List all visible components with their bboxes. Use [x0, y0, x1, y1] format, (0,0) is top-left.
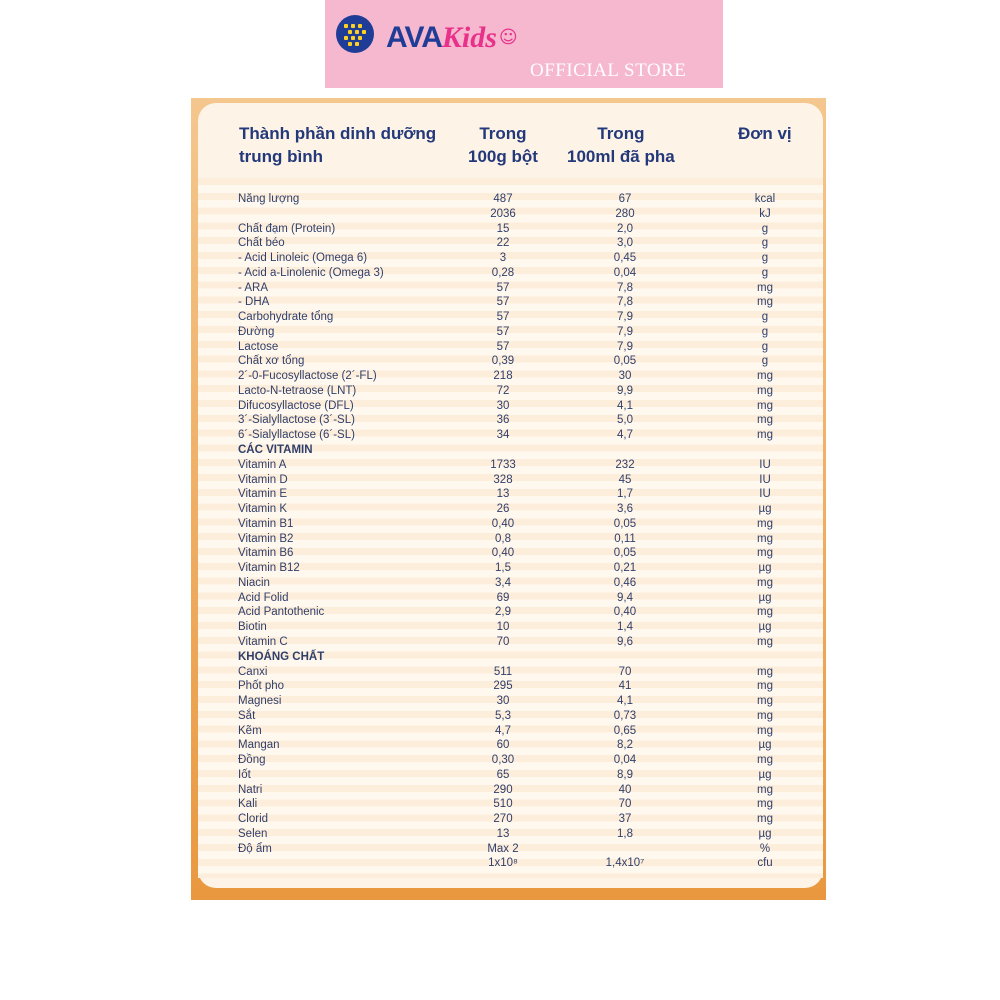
nutrient-name: Vitamin E: [238, 488, 288, 501]
nutrient-name: Kẽm: [238, 724, 262, 737]
unit: mg: [757, 695, 773, 708]
unit: mg: [757, 754, 773, 767]
nutrient-name: - DHA: [238, 296, 270, 309]
value-per-100ml: 8,9: [617, 768, 633, 781]
value-per-100ml: 0,21: [613, 562, 637, 575]
value-per-100g: 22: [496, 237, 510, 250]
unit: mg: [757, 399, 773, 412]
value-per-100g: 70: [496, 635, 510, 648]
nutrient-name: Đồng: [238, 754, 266, 767]
value-per-100ml: 0,05: [613, 355, 637, 368]
nutrient-name: 3´-Sialyllactose (3´-SL): [238, 414, 355, 427]
nutrient-name: CÁC VITAMIN: [238, 444, 313, 457]
value-per-100g: 4,7: [495, 724, 511, 737]
nutrient-name: Vitamin A: [238, 458, 287, 471]
table-row: [238, 413, 798, 428]
value-per-100g: 60: [496, 739, 510, 752]
nutrient-name: Biotin: [238, 621, 267, 634]
value-per-100ml: 7,9: [617, 325, 633, 338]
value-per-100g: 0,8: [495, 532, 511, 545]
unit: kJ: [759, 207, 771, 220]
table-row: [238, 665, 798, 680]
value-per-100ml: 1,4x10⁷: [605, 857, 645, 870]
unit: mg: [757, 370, 773, 383]
nutrient-name: Sắt: [238, 709, 256, 722]
section-header-row: [238, 443, 798, 458]
table-row: [238, 532, 798, 547]
nutrient-name: KHOÁNG CHẤT: [238, 650, 325, 663]
unit: mg: [757, 783, 773, 796]
table-row: [238, 753, 798, 768]
value-per-100g: 487: [493, 193, 513, 205]
unit: mg: [757, 429, 773, 442]
value-per-100ml: 1,7: [617, 488, 633, 501]
nutrient-name: Chất xơ tổng: [238, 355, 305, 368]
table-row: [238, 281, 798, 296]
value-per-100g: 72: [496, 384, 510, 397]
unit: mg: [757, 414, 773, 427]
unit: mg: [757, 384, 773, 397]
value-per-100g: 69: [496, 591, 510, 604]
unit: g: [761, 340, 769, 353]
value-per-100ml: 4,1: [617, 399, 633, 412]
unit: g: [761, 237, 769, 250]
table-row: [238, 458, 798, 473]
nutrient-name: 6´-Sialyllactose (6´-SL): [238, 429, 355, 442]
nutrient-name: - ARA: [238, 281, 269, 294]
unit: g: [761, 222, 769, 235]
unit: mg: [757, 532, 773, 545]
table-row: [238, 842, 798, 857]
table-row: [238, 369, 798, 384]
value-per-100g: 30: [496, 399, 510, 412]
value-per-100g: 34: [496, 429, 510, 442]
table-row: [238, 576, 798, 591]
header-unit: Đơn vị: [738, 124, 792, 143]
unit: g: [761, 355, 769, 368]
unit: g: [761, 311, 769, 324]
table-row: [238, 635, 798, 650]
value-per-100ml: 40: [618, 783, 632, 796]
value-per-100g: 10: [496, 621, 510, 634]
nutrient-name: - Acid Linoleic (Omega 6): [238, 252, 368, 265]
unit: %: [759, 842, 771, 855]
unit: µg: [758, 562, 772, 575]
value-per-100g: 57: [496, 311, 510, 324]
table-row: [238, 738, 798, 753]
header-nutrient: Thành phần dinh dưỡng trung bình: [239, 124, 437, 166]
nutrient-name: Vitamin D: [238, 473, 288, 486]
value-per-100ml: 0,05: [613, 547, 637, 560]
unit: µg: [758, 621, 772, 634]
nutrient-name: Vitamin B12: [238, 562, 300, 575]
value-per-100ml: 9,9: [617, 384, 633, 397]
nutrient-name: Canxi: [238, 665, 268, 678]
value-per-100ml: 9,4: [617, 591, 633, 604]
nutrient-name: Natri: [238, 783, 263, 796]
value-per-100ml: 1,8: [617, 827, 633, 840]
unit: mg: [757, 798, 773, 811]
value-per-100ml: 0,45: [613, 252, 637, 265]
value-per-100g: 0,39: [491, 355, 515, 368]
value-per-100g: 30: [496, 695, 510, 708]
value-per-100ml: 0,40: [613, 606, 637, 619]
unit: IU: [759, 473, 771, 486]
table-row: [238, 266, 798, 281]
nutrient-name: Vitamin B1: [238, 517, 294, 530]
table-row: [238, 384, 798, 399]
nutrient-name: Vitamin K: [238, 503, 288, 516]
brand-ava: AVA: [386, 21, 442, 54]
unit: mg: [757, 606, 773, 619]
table-row: [238, 207, 798, 222]
value-per-100g: 0,30: [491, 754, 515, 767]
table-row: [238, 724, 798, 739]
value-per-100ml: 45: [618, 473, 632, 486]
unit: cfu: [757, 857, 773, 870]
value-per-100ml: 4,7: [617, 429, 633, 442]
value-per-100ml: 3,6: [617, 503, 633, 516]
table-row: [238, 354, 798, 369]
value-per-100ml: 0,46: [613, 576, 637, 589]
value-per-100g: 0,40: [491, 517, 515, 530]
value-per-100ml: 8,2: [617, 739, 633, 752]
value-per-100g: 0,40: [491, 547, 515, 560]
value-per-100g: 328: [493, 473, 513, 486]
nutrient-name: Acid Pantothenic: [238, 606, 325, 619]
table-row: [238, 325, 798, 340]
table-row: [238, 620, 798, 635]
section-header-row: [238, 650, 798, 665]
header-per-100g: Trong 100g bột: [468, 124, 538, 166]
value-per-100g: 65: [496, 768, 510, 781]
table-row: [238, 310, 798, 325]
table-row: [238, 812, 798, 827]
nutrient-name: Carbohydrate tổng: [238, 311, 334, 324]
nutrient-name: Độ ẩm: [238, 842, 272, 855]
value-per-100ml: 37: [618, 813, 632, 826]
value-per-100g: 57: [496, 325, 510, 338]
value-per-100ml: 0,05: [613, 517, 637, 530]
value-per-100g: 36: [496, 414, 510, 427]
header-per-100ml: Trong 100ml đã pha: [567, 124, 675, 166]
nutrient-name: Đường: [238, 325, 275, 338]
value-per-100g: 1733: [490, 458, 516, 471]
value-per-100ml: 0,11: [614, 532, 636, 545]
value-per-100ml: 232: [615, 458, 635, 471]
table-row: [238, 236, 798, 251]
unit: g: [761, 252, 769, 265]
unit: µg: [758, 503, 772, 516]
unit: mg: [757, 813, 773, 826]
value-per-100g: 3: [499, 252, 507, 265]
nutrient-name: Niacin: [238, 576, 270, 589]
table-row: [238, 222, 798, 237]
table-row: [238, 517, 798, 532]
nutrient-name: Difucosyllactose (DFL): [238, 399, 354, 412]
value-per-100ml: 9,6: [617, 635, 633, 648]
unit: g: [761, 266, 769, 279]
value-per-100g: 0,28: [491, 266, 515, 279]
value-per-100ml: 7,9: [617, 340, 633, 353]
unit: g: [761, 325, 769, 338]
nutrient-name: Selen: [238, 827, 268, 840]
table-row: [238, 295, 798, 310]
table-row: [238, 605, 798, 620]
unit: mg: [757, 296, 773, 309]
nutrient-name: Vitamin B2: [238, 532, 294, 545]
value-per-100g: 290: [493, 783, 513, 796]
value-per-100g: 3,4: [495, 576, 511, 589]
value-per-100ml: 0,04: [613, 266, 637, 279]
unit: µg: [758, 827, 772, 840]
value-per-100g: 5,3: [495, 709, 511, 722]
value-per-100ml: 7,8: [617, 281, 633, 294]
table-row: [238, 192, 798, 207]
nutrient-name: Acid Folid: [238, 591, 289, 604]
value-per-100ml: 280: [615, 207, 635, 220]
table-row: [238, 428, 798, 443]
value-per-100g: 270: [493, 813, 513, 826]
table-row: [238, 251, 798, 266]
nutrient-name: Clorid: [238, 813, 269, 826]
value-per-100ml: 0,65: [613, 724, 637, 737]
value-per-100ml: 0,04: [613, 754, 637, 767]
nutrient-name: Chất béo: [238, 237, 285, 250]
unit: kcal: [754, 193, 776, 205]
unit: IU: [759, 458, 771, 471]
value-per-100ml: 67: [618, 193, 632, 205]
table-row: [238, 827, 798, 842]
value-per-100g: 2036: [490, 207, 516, 220]
table-row: [238, 709, 798, 724]
nutrient-name: Chất đạm (Protein): [238, 222, 336, 235]
table-row: [238, 399, 798, 414]
value-per-100g: 13: [496, 488, 510, 501]
unit: µg: [758, 768, 772, 781]
value-per-100ml: 0,73: [613, 709, 637, 722]
value-per-100ml: 70: [618, 798, 632, 811]
unit: IU: [759, 488, 771, 501]
brand-name: [386, 18, 518, 58]
table-row: [238, 561, 798, 576]
table-row: [238, 768, 798, 783]
nutrient-name: - Acid a-Linolenic (Omega 3): [238, 266, 384, 279]
value-per-100ml: 7,8: [617, 296, 633, 309]
table-row: [238, 694, 798, 709]
value-per-100ml: 1,4: [617, 621, 633, 634]
value-per-100g: 57: [496, 281, 510, 294]
nutrient-name: Vitamin C: [238, 635, 288, 648]
unit: mg: [757, 665, 773, 678]
unit: µg: [758, 739, 772, 752]
nutrient-name: Phốt pho: [238, 680, 285, 693]
value-per-100ml: 3,0: [617, 237, 633, 250]
table-row: [238, 856, 798, 871]
value-per-100ml: 2,0: [617, 222, 633, 235]
value-per-100g: 1,5: [495, 562, 511, 575]
value-per-100g: 26: [496, 503, 510, 516]
unit: mg: [757, 709, 773, 722]
unit: mg: [757, 517, 773, 530]
nutrient-name: Mangan: [238, 739, 280, 752]
value-per-100ml: 30: [618, 370, 632, 383]
nutrient-name: Năng lượng: [238, 193, 300, 205]
table-row: [238, 783, 798, 798]
value-per-100ml: 41: [618, 680, 632, 693]
table-row: [238, 546, 798, 561]
brand-kids: Kids: [441, 21, 497, 54]
ava-logo-icon: [336, 15, 374, 53]
nutrient-name: Magnesi: [238, 695, 282, 708]
nutrient-name: Iốt: [238, 768, 251, 781]
value-per-100g: 295: [493, 680, 513, 693]
table-row: [238, 340, 798, 355]
value-per-100g: 2,9: [495, 606, 511, 619]
value-per-100g: 57: [496, 340, 510, 353]
table-row: [238, 487, 798, 502]
nutrient-name: Kali: [238, 798, 258, 811]
nutrient-name: Lactose: [238, 340, 279, 353]
unit: mg: [757, 281, 773, 294]
unit: µg: [758, 591, 772, 604]
nutrient-name: 2´-0-Fucosyllactose (2´-FL): [238, 370, 377, 383]
value-per-100g: 218: [493, 370, 513, 383]
value-per-100ml: 7,9: [617, 311, 633, 324]
table-row: [238, 473, 798, 488]
unit: mg: [757, 724, 773, 737]
unit: mg: [757, 680, 773, 693]
table-row: [238, 502, 798, 517]
value-per-100ml: 4,1: [617, 695, 633, 708]
value-per-100g: 511: [493, 665, 513, 678]
unit: mg: [757, 576, 773, 589]
value-per-100g: Max 2: [487, 842, 519, 855]
table-row: [238, 679, 798, 694]
table-row: [238, 797, 798, 812]
value-per-100g: 13: [496, 827, 510, 840]
smile-icon: ☺: [498, 27, 518, 48]
value-per-100g: 1x10⁸: [488, 857, 518, 870]
nutrition-rows: [238, 192, 798, 871]
value-per-100ml: 5,0: [617, 414, 633, 427]
unit: mg: [757, 547, 773, 560]
value-per-100g: 510: [493, 798, 513, 811]
table-row: [238, 591, 798, 606]
value-per-100g: 57: [496, 296, 510, 309]
unit: mg: [757, 635, 773, 648]
nutrient-name: Lacto-N-tetraose (LNT): [238, 384, 357, 397]
official-store-label: OFFICIAL STORE: [530, 60, 687, 81]
value-per-100g: 15: [496, 222, 510, 235]
value-per-100ml: 70: [618, 665, 632, 678]
nutrient-name: Vitamin B6: [238, 547, 294, 560]
